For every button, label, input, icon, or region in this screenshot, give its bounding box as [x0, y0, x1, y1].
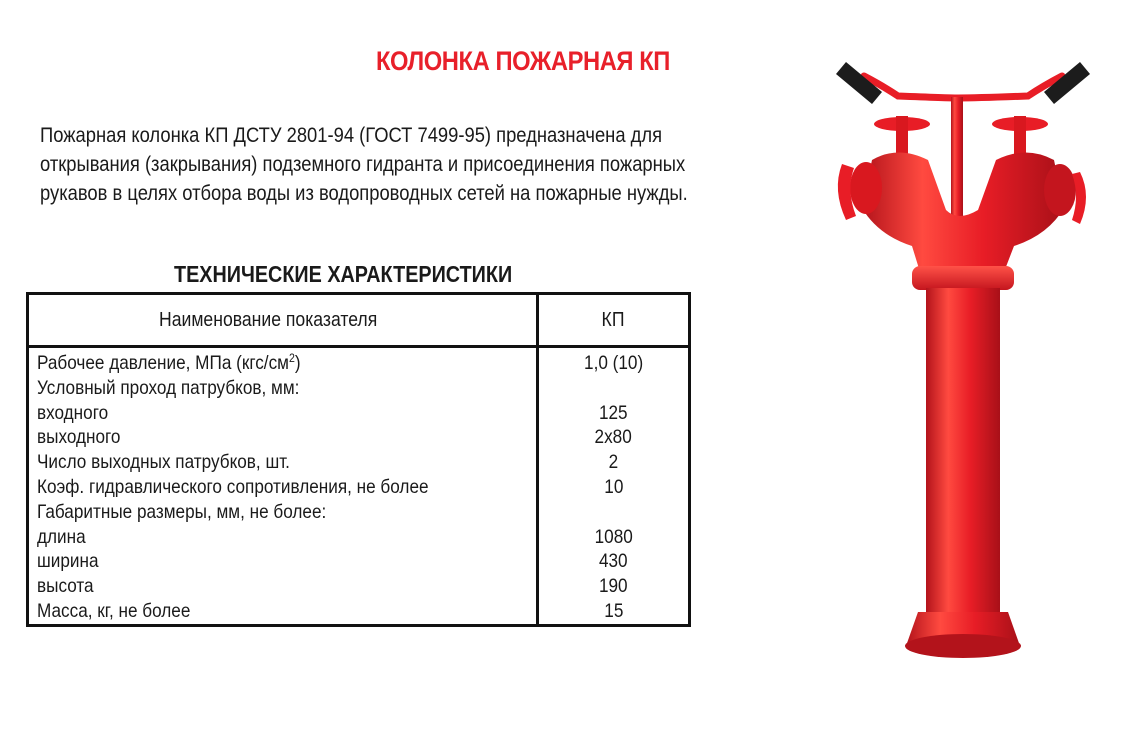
- table-row: [28, 401, 690, 426]
- table-row: [28, 599, 690, 625]
- spec-value: 10: [603, 475, 624, 498]
- spec-value: 190: [599, 575, 628, 598]
- spec-name: выходного: [28, 425, 538, 450]
- fire-hydrant-standpipe-illustration: [828, 40, 1098, 680]
- main-pipe: [926, 288, 1000, 618]
- spec-name: Коэф. гидравлического сопротивления, не более: [28, 475, 538, 500]
- table-row: [28, 475, 690, 500]
- spec-value: 125: [599, 401, 628, 424]
- specs-table: [26, 292, 691, 627]
- spec-value: [538, 376, 690, 401]
- table-row: [28, 525, 690, 550]
- description-line-2: открывания (закрывания) подземного гидранта и присоединения пожарных: [40, 153, 686, 176]
- spec-value: 2: [608, 451, 619, 474]
- column-header-name: Наименование показателя: [28, 294, 538, 347]
- spec-value: 1080: [594, 525, 633, 548]
- spec-name: Габаритные размеры, мм, не более:: [28, 500, 538, 525]
- spec-name: входного: [28, 401, 538, 426]
- spec-value: 2х80: [594, 426, 633, 449]
- unit-superscript: 2: [288, 351, 295, 365]
- spec-name: длина: [28, 525, 538, 550]
- specs-heading: ТЕХНИЧЕСКИЕ ХАРАКТЕРИСТИКИ: [174, 261, 513, 287]
- table-row: [28, 347, 690, 376]
- page-title: КОЛОНКА ПОЖАРНАЯ КП: [376, 46, 670, 76]
- specs-header-row: [28, 294, 690, 347]
- table-row: [28, 376, 690, 401]
- table-row: [28, 549, 690, 574]
- table-row: [28, 450, 690, 475]
- spec-value: [538, 500, 690, 525]
- spec-value: 1,0 (10): [583, 352, 644, 374]
- description-line-1: Пожарная колонка КП ДСТУ 2801-94 (ГОСТ 7499-95) предназначена для: [40, 124, 663, 147]
- spec-name: Масса, кг, не более: [28, 599, 538, 625]
- spec-name: высота: [28, 574, 538, 599]
- spec-value: 15: [603, 599, 624, 622]
- table-row: [28, 425, 690, 450]
- table-row: [28, 500, 690, 525]
- spec-name: Рабочее давление, МПа $(кгс/см^2)$: [28, 347, 538, 376]
- spec-value: 430: [599, 550, 628, 573]
- description-line-3: рукавов в целях отбора воды из водопроводных сетей на пожарные нужды.: [40, 182, 688, 205]
- spec-name: ширина: [28, 549, 538, 574]
- upper-collar: [912, 266, 1014, 290]
- spec-name: Число выходных патрубков, шт.: [28, 450, 538, 475]
- table-row: [28, 574, 690, 599]
- spec-name: Условный проход патрубков, мм:: [28, 376, 538, 401]
- description: [40, 121, 806, 208]
- column-header-value: КП: [538, 294, 690, 347]
